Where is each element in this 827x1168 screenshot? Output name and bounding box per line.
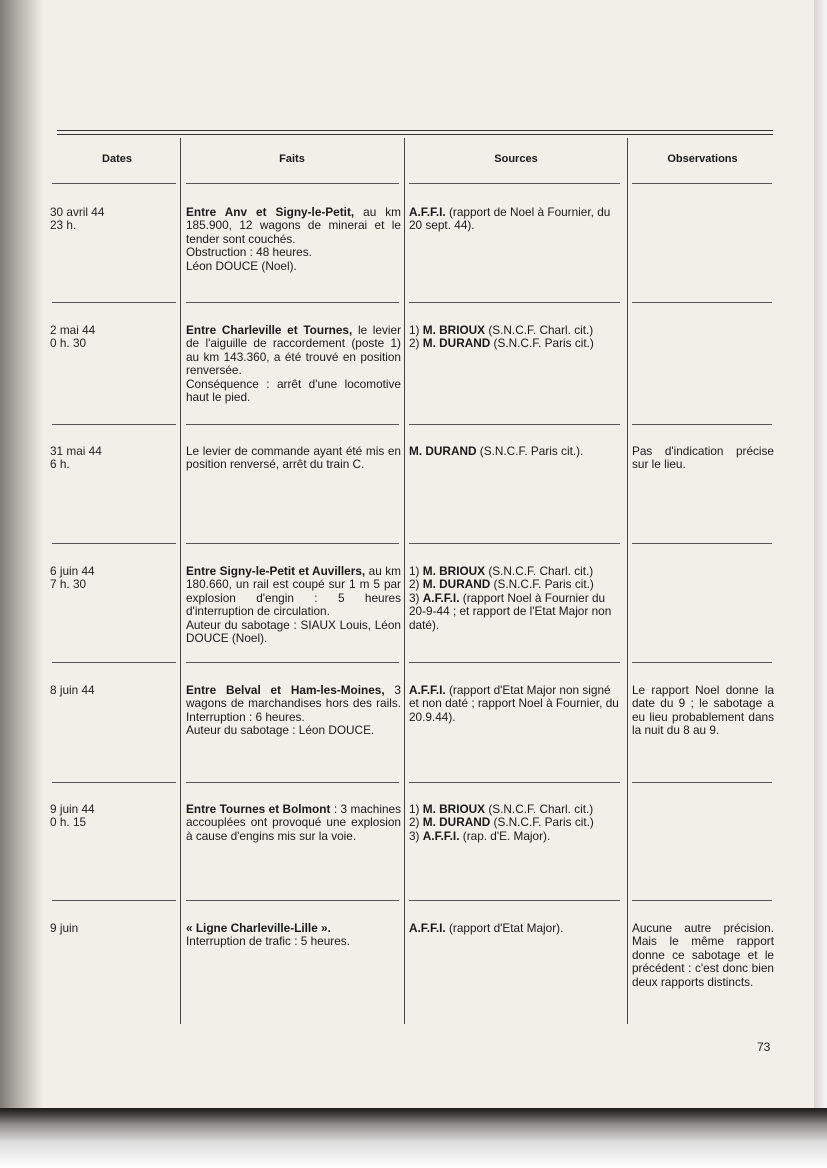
row-separator (52, 302, 176, 303)
faits-line (186, 724, 401, 737)
row-separator (52, 424, 176, 425)
enumeration: 2) (409, 336, 423, 351)
faits-line (186, 246, 401, 259)
row-separator (186, 782, 399, 783)
row-separator (632, 782, 772, 783)
date-line: 8 juin 44 (50, 683, 95, 697)
date-line: 31 mai 44 (50, 444, 102, 458)
bold-lead: M. BRIOUX (422, 323, 486, 337)
text: (rap. d'E. Major). (459, 828, 551, 843)
row-separator (186, 302, 399, 303)
text: (rapport de Noel à Fournier, du 20 sept. 44). (409, 205, 611, 233)
faits-line (186, 565, 401, 619)
header-observations: Observations (667, 153, 738, 165)
text: Auteur du sabotage : Léon DOUCE. (186, 723, 375, 738)
text: Interruption de trafic : 5 heures. (186, 934, 350, 949)
date-line: 23 h. (50, 218, 77, 233)
faits-line (186, 922, 401, 935)
date-line: 0 h. 30 (50, 336, 87, 351)
row-separator (52, 183, 176, 184)
header-faits: Faits (279, 153, 305, 165)
faits-line (186, 324, 401, 378)
date-cell (50, 445, 175, 472)
date-cell (50, 922, 175, 935)
faits-line (186, 445, 401, 472)
row-separator (409, 302, 620, 303)
date-line: 9 juin (50, 921, 79, 935)
faits-line (186, 935, 401, 948)
sources-cell (409, 922, 623, 935)
row-separator (409, 782, 620, 783)
date-line: 6 juin 44 (50, 564, 95, 578)
sources-line (409, 816, 623, 829)
header-sources: Sources (494, 153, 538, 165)
date-line: 9 juin 44 (50, 802, 95, 816)
sources-cell (409, 445, 623, 458)
text: Le levier de commande ayant été mis en position renversé, arrêt du train C. (186, 444, 401, 472)
text: le levier de l'aiguille de raccordement (poste 1) au km 143.360, a été trouvé en position renversée. (186, 323, 401, 378)
row-separator (409, 543, 620, 544)
bold-lead: A.F.F.I. (409, 683, 446, 697)
bold-lead: A.F.F.I. (409, 921, 446, 935)
faits-line (186, 378, 401, 405)
text: (S.N.C.F. Paris cit.) (490, 815, 594, 830)
sources-cell (409, 803, 623, 843)
faits-cell (186, 445, 401, 472)
enumeration: 2) (409, 815, 423, 830)
sources-line (409, 324, 623, 337)
row-separator (632, 543, 772, 544)
text: Léon DOUCE (Noel). (186, 258, 297, 273)
text: Le rapport Noel donne la date du 9 ; le sabotage a eu lieu probablement dans la nuit du 8 au 9. (632, 683, 774, 738)
date-line: 7 h. 30 (50, 577, 87, 592)
date-cell (50, 684, 175, 697)
date-cell (50, 206, 175, 233)
text: (rapport d'Etat Major non signé et non daté ; rapport Noel à Fournier, du 20.9.44). (409, 683, 619, 724)
bold-lead: M. DURAND (422, 815, 491, 830)
bold-lead: A.F.F.I. (422, 590, 460, 605)
bold-lead: Entre Belval et Ham-les-Moines, (186, 683, 385, 697)
row-separator (632, 302, 772, 303)
bold-lead: M. DURAND (409, 444, 477, 458)
sources-line (409, 684, 623, 724)
observations-cell (632, 445, 774, 472)
text: (S.N.C.F. Paris cit.) (490, 577, 594, 592)
book-spine-shadow (0, 0, 44, 1108)
enumeration: 2) (409, 577, 423, 592)
text: : 3 machines accouplées ont provoqué une explosion à cause d'engins mis sur la voie. (186, 802, 401, 843)
row-separator (186, 662, 399, 663)
sources-cell (409, 206, 623, 233)
bold-lead: M. BRIOUX (422, 802, 486, 816)
row-separator (632, 662, 772, 663)
sources-line (409, 206, 623, 233)
faits-line (186, 684, 401, 724)
top-rule-second (57, 134, 773, 135)
row-separator (409, 183, 620, 184)
column-separator (180, 138, 181, 1024)
row-separator (186, 900, 399, 901)
row-separator (409, 900, 620, 901)
text: 3 wagons de marchandises hors des rails. Interruption : 6 heures. (186, 683, 401, 724)
text: (rapport Noel à Fournier du 20-9-44 ; et rapport de l'Etat Major non daté). (409, 590, 612, 632)
observations-line (632, 445, 774, 472)
sources-line (409, 830, 623, 843)
bold-lead: Entre Signy-le-Petit et Auvillers, (186, 564, 366, 578)
sources-line (409, 922, 623, 935)
top-rule (57, 130, 773, 131)
faits-line (186, 260, 401, 273)
text: Aucune autre précision. Mais le même rapport donne ce sabotage et le précédent : c'est donc bien deux rapports distincts. (632, 921, 774, 989)
observations-cell (632, 684, 774, 738)
text: Conséquence : arrêt d'une locomotive haut le pied. (186, 376, 401, 405)
date-cell (50, 324, 175, 351)
page-number: 73 (757, 1040, 771, 1054)
text: (S.N.C.F. Charl. cit.) (485, 802, 594, 816)
observations-line (632, 684, 774, 738)
date-line: 2 mai 44 (50, 323, 96, 337)
row-separator (409, 662, 620, 663)
sources-line (409, 337, 623, 350)
enumeration: 1) (409, 564, 423, 578)
enumeration: 3) (409, 590, 423, 605)
faits-line (186, 619, 401, 646)
bold-lead: A.F.F.I. (409, 205, 446, 219)
bold-lead: M. BRIOUX (422, 564, 486, 578)
date-cell (50, 565, 175, 592)
column-separator (627, 138, 628, 1024)
sources-line (409, 565, 623, 578)
page-edge (814, 0, 827, 1108)
faits-cell (186, 206, 401, 273)
faits-cell (186, 922, 401, 949)
bold-lead: M. DURAND (422, 577, 491, 592)
sources-cell (409, 324, 623, 351)
row-separator (409, 424, 620, 425)
date-line: 0 h. 15 (50, 815, 87, 830)
observations-cell (632, 922, 774, 989)
enumeration: 1) (409, 802, 423, 816)
column-separator (404, 138, 405, 1024)
text: (S.N.C.F. Paris cit.). (476, 444, 584, 458)
text: (rapport d'Etat Major). (445, 921, 564, 935)
text: Obstruction : 48 heures. (186, 245, 312, 260)
sources-cell (409, 565, 623, 632)
text: au km 185.900, 12 wagons de minerai et le tender sont couchés. (186, 205, 402, 246)
faits-cell (186, 803, 401, 843)
bold-lead: A.F.F.I. (422, 828, 460, 843)
text: (S.N.C.F. Paris cit.) (490, 336, 594, 351)
sources-line (409, 803, 623, 816)
sources-line (409, 592, 623, 632)
text: (S.N.C.F. Charl. cit.) (485, 323, 594, 337)
row-separator (632, 424, 772, 425)
faits-line (186, 803, 401, 843)
row-separator (186, 183, 399, 184)
bold-lead: « Ligne Charleville-Lille ». (186, 921, 331, 935)
date-cell (50, 803, 175, 830)
row-separator (52, 782, 176, 783)
row-separator (632, 900, 772, 901)
date-line: 6 h. (50, 457, 70, 472)
text: (S.N.C.F. Charl. cit.) (485, 564, 594, 578)
row-separator (52, 662, 176, 663)
bold-lead: M. DURAND (422, 336, 491, 351)
row-separator (52, 543, 176, 544)
row-separator (186, 424, 399, 425)
sources-cell (409, 684, 623, 724)
enumeration: 1) (409, 323, 423, 337)
faits-cell (186, 684, 401, 738)
bold-lead: Entre Anv et Signy-le-Petit, (186, 205, 355, 219)
row-separator (632, 183, 772, 184)
sources-line (409, 445, 623, 458)
faits-line (186, 206, 401, 246)
faits-cell (186, 565, 401, 645)
sources-line (409, 578, 623, 591)
scan-bottom-shadow (0, 1108, 827, 1168)
text: Pas d'indication précise sur le lieu. (632, 444, 774, 472)
observations-line (632, 922, 774, 989)
faits-cell (186, 324, 401, 404)
bold-lead: Entre Tournes et Bolmont (186, 802, 331, 816)
header-dates: Dates (102, 153, 132, 165)
text: Auteur du sabotage : SIAUX Louis, Léon DOUCE (Noel). (186, 617, 401, 646)
enumeration: 3) (409, 828, 423, 843)
text: au km 180.660, un rail est coupé sur 1 m 5 par explosion d'engin : 5 heures d'interruption de circulation. (186, 564, 401, 619)
row-separator (52, 900, 176, 901)
row-separator (186, 543, 399, 544)
date-line: 30 avril 44 (50, 205, 105, 219)
bold-lead: Entre Charleville et Tournes, (186, 323, 353, 337)
